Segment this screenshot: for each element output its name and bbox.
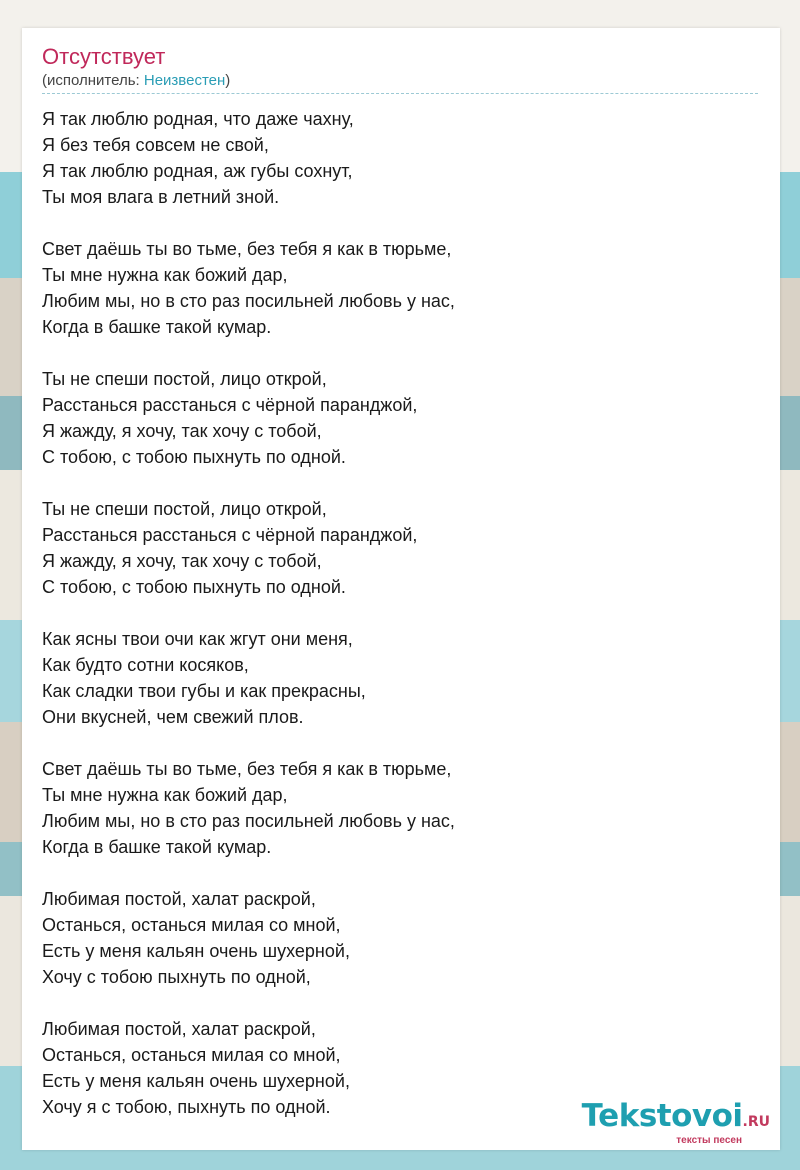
lyric-line: Хочу я с тобою, пыхнуть по одной. — [42, 1097, 331, 1117]
lyric-line: Как ясны твои очи как жгут они меня, — [42, 629, 353, 649]
lyric-line: Когда в башке такой кумар. — [42, 837, 272, 857]
stanza — [42, 1016, 455, 1120]
stanza — [42, 886, 455, 990]
lyric-line: Расстанься расстанься с чёрной паранджой, — [42, 395, 418, 415]
lyric-line: Ты не спеши постой, лицо открой, — [42, 499, 327, 519]
lyric-line: С тобою, с тобою пыхнуть по одной. — [42, 447, 346, 467]
lyric-line: Расстанься расстанься с чёрной паранджой, — [42, 525, 418, 545]
lyric-line: Я жажду, я хочу, так хочу с тобой, — [42, 421, 322, 441]
lyric-line: Как будто сотни косяков, — [42, 655, 249, 675]
artist-suffix: ) — [225, 72, 231, 89]
lyric-line: Они вкусней, чем свежий плов. — [42, 707, 304, 727]
artist-link[interactable]: Неизвестен — [143, 72, 226, 89]
lyric-line: Останься, останься милая со мной, — [42, 915, 341, 935]
lyric-line: Есть у меня кальян очень шухерной, — [42, 1071, 350, 1091]
site-logo[interactable] — [582, 1099, 770, 1146]
lyric-line: Любим мы, но в сто раз посильней любовь у нас, — [42, 291, 455, 311]
lyric-line: Есть у меня кальян очень шухерной, — [42, 941, 350, 961]
lyric-line: Любимая постой, халат раскрой, — [42, 889, 316, 909]
divider — [42, 93, 758, 94]
lyric-line: Любим мы, но в сто раз посильней любовь у нас, — [42, 811, 455, 831]
stanza — [42, 756, 455, 860]
logo-tagline: тексты песен — [676, 1135, 742, 1146]
lyric-line: Я так люблю родная, что даже чахну, — [42, 109, 354, 129]
lyric-line: С тобою, с тобою пыхнуть по одной. — [42, 577, 346, 597]
stanza — [42, 236, 455, 340]
lyric-line: Я без тебя совсем не свой, — [42, 135, 269, 155]
logo-tld: .RU — [742, 1114, 770, 1130]
lyric-line: Когда в башке такой кумар. — [42, 317, 272, 337]
song-title: Отсутствует — [42, 44, 166, 69]
lyric-line: Свет даёшь ты во тьме, без тебя я как в тюрьме, — [42, 239, 452, 259]
lyric-line: Ты мне нужна как божий дар, — [42, 785, 288, 805]
lyric-line: Любимая постой, халат раскрой, — [42, 1019, 316, 1039]
stanza — [42, 106, 455, 210]
logo-name: Tekstovoi — [581, 1098, 743, 1134]
lyric-line: Ты моя влага в летний зной. — [42, 187, 280, 207]
lyric-line: Я жажду, я хочу, так хочу с тобой, — [42, 551, 322, 571]
lyric-line: Останься, останься милая со мной, — [42, 1045, 341, 1065]
lyrics-text — [42, 106, 455, 1120]
lyric-line: Ты не спеши постой, лицо открой, — [42, 369, 327, 389]
lyric-line: Хочу с тобою пыхнуть по одной, — [42, 967, 311, 987]
stanza — [42, 496, 455, 600]
lyric-line: Как сладки твои губы и как прекрасны, — [42, 681, 366, 701]
lyrics-card — [22, 28, 780, 1150]
artist-prefix: (исполнитель: — [42, 72, 144, 89]
lyric-line: Я так люблю родная, аж губы сохнут, — [42, 161, 353, 181]
stanza — [42, 626, 455, 730]
logo-wordmark — [582, 1099, 770, 1139]
stanza — [42, 366, 455, 470]
lyric-line: Свет даёшь ты во тьме, без тебя я как в тюрьме, — [42, 759, 452, 779]
lyric-line: Ты мне нужна как божий дар, — [42, 265, 288, 285]
artist-line — [42, 72, 230, 90]
